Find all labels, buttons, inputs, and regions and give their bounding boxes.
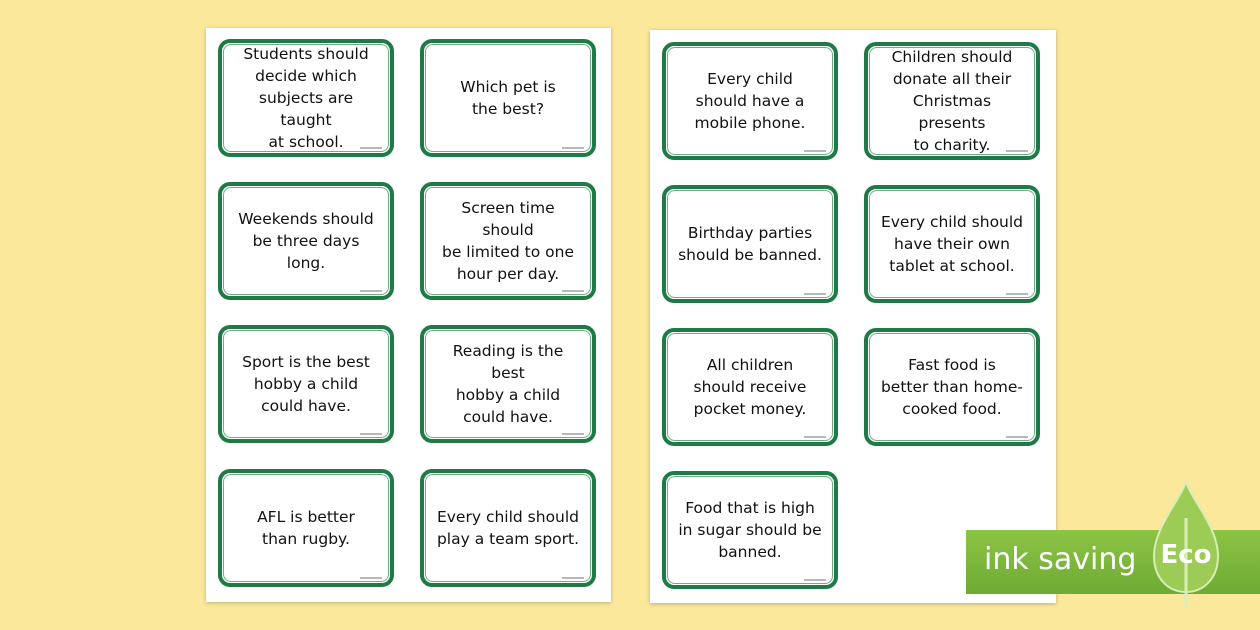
card-footer-mark <box>1006 293 1028 295</box>
debate-card <box>218 325 394 443</box>
card-footer-mark <box>1006 436 1028 438</box>
left-worksheet-page <box>206 28 611 602</box>
debate-card <box>864 328 1040 446</box>
card-footer-mark <box>804 150 826 152</box>
eco-label: Eco <box>1160 540 1212 570</box>
debate-card <box>420 325 596 443</box>
card-text: Which pet is the best? <box>460 78 556 118</box>
card-text: Fast food is better than home- cooked food. <box>880 356 1024 418</box>
card-text: Food that is high in sugar should be banned. <box>678 499 822 561</box>
debate-card <box>420 469 596 587</box>
debate-card <box>218 469 394 587</box>
card-text: Every child should play a team sport. <box>436 508 580 548</box>
card-text: Screen time should be limited to one hour per day. <box>441 199 575 283</box>
card-footer-mark <box>562 433 584 435</box>
debate-card <box>662 471 838 589</box>
card-text: Weekends should be three days long. <box>238 210 374 272</box>
card-footer-mark <box>360 577 382 579</box>
card-footer-mark <box>360 433 382 435</box>
card-text: Students should decide which subjects are taught at school. <box>243 45 369 151</box>
debate-card <box>218 182 394 300</box>
debate-card <box>420 39 596 157</box>
card-text: Every child should have their own tablet at school. <box>880 213 1024 275</box>
debate-card <box>662 42 838 160</box>
debate-card <box>218 39 394 157</box>
card-footer-mark <box>360 147 382 149</box>
card-text: Children should donate all their Christmas presents to charity. <box>891 48 1013 154</box>
card-footer-mark <box>562 577 584 579</box>
card-footer-mark <box>562 290 584 292</box>
debate-card <box>662 328 838 446</box>
debate-card <box>420 182 596 300</box>
card-text: Birthday parties should be banned. <box>678 224 822 264</box>
debate-card <box>864 185 1040 303</box>
card-text: Reading is the best hobby a child could have. <box>452 342 564 426</box>
card-text: Every child should have a mobile phone. <box>694 70 806 132</box>
card-text: Sport is the best hobby a child could have. <box>242 353 370 415</box>
debate-card <box>864 42 1040 160</box>
card-footer-mark <box>804 293 826 295</box>
card-footer-mark <box>360 290 382 292</box>
card-footer-mark <box>804 436 826 438</box>
ink-saving-label: ink saving <box>984 542 1137 577</box>
card-footer-mark <box>804 579 826 581</box>
card-text: AFL is better than rugby. <box>257 508 355 548</box>
debate-card <box>662 185 838 303</box>
card-footer-mark <box>1006 150 1028 152</box>
card-text: All children should receive pocket money. <box>693 356 807 418</box>
right-worksheet-page <box>650 30 1056 603</box>
card-footer-mark <box>562 147 584 149</box>
